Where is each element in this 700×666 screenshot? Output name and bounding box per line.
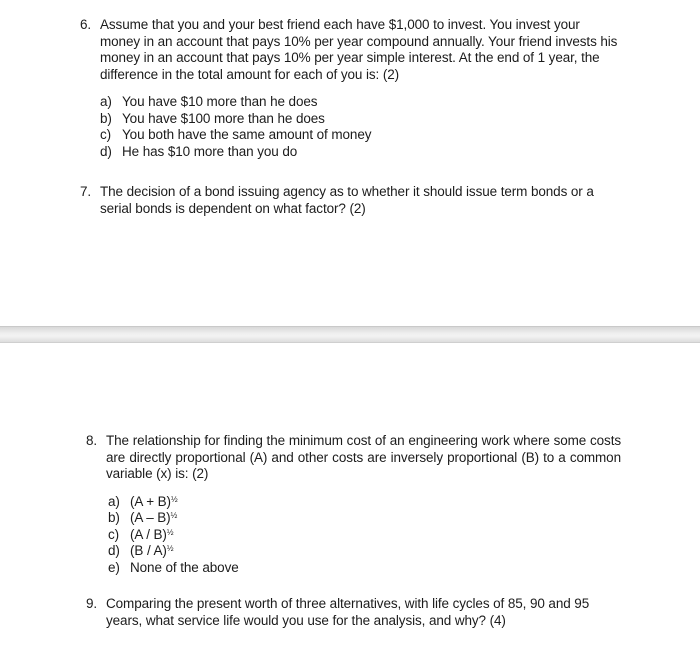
question-number: 8. bbox=[86, 433, 98, 448]
question-number: 9. bbox=[86, 596, 98, 611]
options-list bbox=[100, 94, 620, 160]
option-text: He has $10 more than you do bbox=[122, 143, 298, 159]
option-formula bbox=[130, 494, 178, 511]
option-letter: a) bbox=[108, 493, 120, 509]
option-d bbox=[100, 144, 620, 161]
question-text: The decision of a bond issuing agency as to whether it should issue term bonds or a serial bonds is dependent on what factor? (2) bbox=[100, 184, 594, 216]
option-a bbox=[100, 94, 620, 111]
exponent: ½ bbox=[170, 511, 178, 520]
option-text: You both have the same amount of money bbox=[122, 127, 372, 142]
option-e bbox=[108, 560, 621, 577]
question-number: 6. bbox=[80, 17, 92, 32]
question-9 bbox=[86, 596, 621, 629]
option-formula bbox=[130, 543, 173, 560]
option-formula bbox=[130, 527, 173, 544]
exponent: ½ bbox=[166, 544, 174, 553]
question-8 bbox=[86, 433, 621, 576]
option-formula bbox=[130, 510, 177, 527]
option-b bbox=[108, 510, 621, 527]
option-d bbox=[108, 543, 621, 560]
question-text: Assume that you and your best friend each have $1,000 to invest. You invest your money in an account that pays 10% per year compound annually. Your friend invests his money in an account that pays 10% per year simple interest. At the end of 1 year, the difference in the total amount for each of you is: (2) bbox=[100, 17, 618, 82]
option-c bbox=[108, 527, 621, 544]
option-letter: b) bbox=[100, 110, 112, 126]
exponent: ½ bbox=[166, 527, 174, 537]
option-text: None of the above bbox=[130, 559, 239, 575]
question-text: Comparing the present worth of three alternatives, with life cycles of 85, 90 and 95 years, what service life would you use for the analysis, and why? (4) bbox=[106, 596, 590, 628]
document-page-bottom bbox=[0, 343, 700, 666]
question-text: The relationship for finding the minimum cost of an engineering work where some costs are directly proportional (A) and other costs are inversely proportional (B) to a common variable (x) is: (2) bbox=[106, 433, 621, 481]
option-letter: d) bbox=[108, 543, 120, 558]
page-separator bbox=[0, 326, 700, 343]
option-text: You have $100 more than he does bbox=[122, 110, 325, 126]
options-list bbox=[108, 494, 621, 577]
option-letter: c) bbox=[108, 526, 120, 542]
question-number: 7. bbox=[80, 184, 92, 199]
option-letter: e) bbox=[108, 559, 120, 575]
option-letter: d) bbox=[100, 143, 112, 159]
option-letter: c) bbox=[100, 127, 112, 142]
formula-base: (B / A) bbox=[130, 543, 167, 558]
option-text: You have $10 more than he does bbox=[122, 94, 318, 109]
option-a bbox=[108, 494, 621, 511]
option-letter: a) bbox=[100, 94, 112, 109]
question-7 bbox=[80, 184, 620, 217]
formula-base: (A + B) bbox=[130, 493, 171, 509]
exponent: ½ bbox=[170, 494, 178, 504]
option-b bbox=[100, 111, 620, 128]
document-page-top bbox=[0, 0, 700, 326]
formula-base: (A / B) bbox=[130, 526, 167, 542]
question-6 bbox=[80, 17, 620, 160]
option-c bbox=[100, 127, 620, 144]
option-letter: b) bbox=[108, 510, 120, 525]
formula-base: (A – B) bbox=[130, 510, 171, 525]
